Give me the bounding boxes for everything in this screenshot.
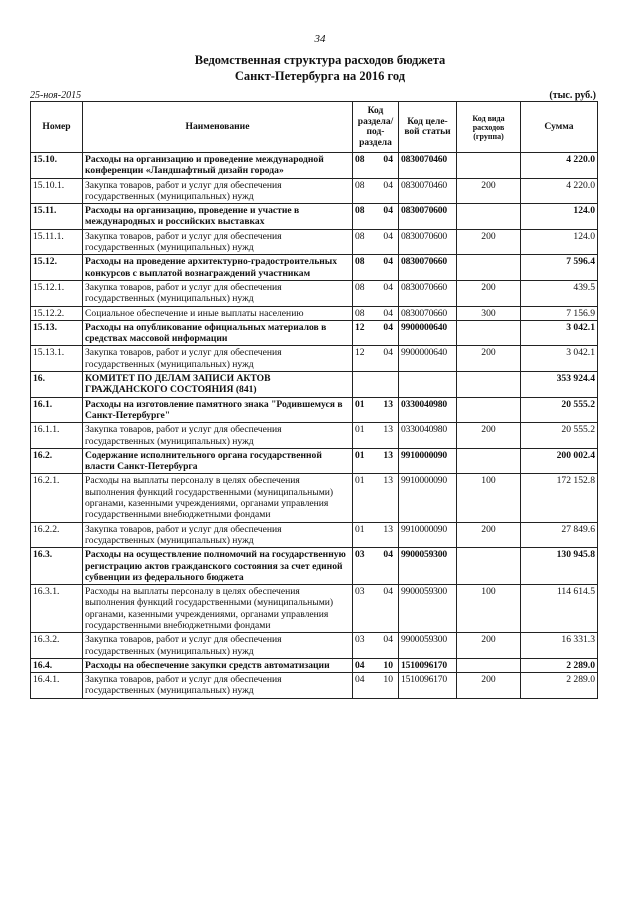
subsection-code: 04	[383, 230, 393, 242]
row-expense-kind: 300	[457, 306, 521, 320]
row-sum: 20 555.2	[521, 423, 598, 449]
row-target-code: 9910000090	[399, 474, 457, 522]
row-name: Закупка товаров, работ и услуг для обеспечения государственных (муниципальных) нужд	[83, 522, 353, 548]
row-target-code: 1510096170	[399, 658, 457, 672]
row-target-code: 9910000090	[399, 522, 457, 548]
row-expense-kind	[457, 548, 521, 585]
row-expense-kind: 200	[457, 178, 521, 204]
subsection-code: 04	[383, 179, 393, 191]
table-row	[31, 178, 598, 204]
row-section-code	[353, 320, 399, 346]
row-section-code	[353, 255, 399, 281]
row-name: Закупка товаров, работ и услуг для обеспечения государственных (муниципальных) нужд	[83, 633, 353, 659]
row-sum: 3 042.1	[521, 346, 598, 372]
row-name: Закупка товаров, работ и услуг для обеспечения государственных (муниципальных) нужд	[83, 178, 353, 204]
row-number: 15.10.1.	[31, 178, 83, 204]
header-name: Наименование	[83, 102, 353, 153]
row-expense-kind	[457, 397, 521, 423]
row-number: 16.4.	[31, 658, 83, 672]
subsection-code: 04	[383, 549, 393, 561]
row-section-code	[353, 306, 399, 320]
row-section-code	[353, 372, 399, 398]
row-name: Расходы на осуществление полномочий на государственную регистрацию актов гражданского состояния за счет единой субвенции из федерального бюджета	[83, 548, 353, 585]
row-target-code: 0830070600	[399, 229, 457, 255]
row-section-code	[353, 346, 399, 372]
table-row	[31, 280, 598, 306]
row-sum: 124.0	[521, 229, 598, 255]
section-code: 08	[355, 205, 365, 217]
table-row	[31, 585, 598, 633]
row-target-code: 9900059300	[399, 585, 457, 633]
table-row	[31, 673, 598, 699]
subsection-code: 13	[383, 398, 393, 410]
row-name: КОМИТЕТ ПО ДЕЛАМ ЗАПИСИ АКТОВ ГРАЖДАНСКОГО СОСТОЯНИЯ (841)	[83, 372, 353, 398]
row-section-code	[353, 280, 399, 306]
row-name: Содержание исполнительного органа государственной власти Санкт-Петербурга	[83, 448, 353, 474]
table-header-row	[31, 102, 598, 153]
subsection-code: 04	[383, 634, 393, 646]
section-code: 03	[355, 586, 365, 598]
row-sum: 20 555.2	[521, 397, 598, 423]
row-number: 16.1.	[31, 397, 83, 423]
subsection-code: 04	[383, 205, 393, 217]
table-row	[31, 229, 598, 255]
row-sum: 4 220.0	[521, 153, 598, 179]
row-sum: 7 156.9	[521, 306, 598, 320]
row-expense-kind: 200	[457, 633, 521, 659]
document-title	[0, 52, 640, 84]
section-code: 03	[355, 549, 365, 561]
row-section-code	[353, 548, 399, 585]
section-code: 12	[355, 347, 365, 359]
row-name: Расходы на изготовление памятного знака "Родившемуся в Санкт-Петербурге"	[83, 397, 353, 423]
table-body	[31, 153, 598, 699]
row-target-code: 9900000640	[399, 320, 457, 346]
row-sum: 439.5	[521, 280, 598, 306]
row-target-code: 1510096170	[399, 673, 457, 699]
section-code: 01	[355, 398, 365, 410]
row-expense-kind: 200	[457, 280, 521, 306]
row-section-code	[353, 448, 399, 474]
row-name: Социальное обеспечение и иные выплаты населению	[83, 306, 353, 320]
row-sum: 2 289.0	[521, 658, 598, 672]
row-sum: 353 924.4	[521, 372, 598, 398]
row-name: Расходы на опубликование официальных материалов в средствах массовой информации	[83, 320, 353, 346]
table-row	[31, 522, 598, 548]
row-number: 15.11.1.	[31, 229, 83, 255]
row-number: 15.11.	[31, 204, 83, 230]
row-expense-kind	[457, 255, 521, 281]
row-section-code	[353, 178, 399, 204]
row-number: 16.1.1.	[31, 423, 83, 449]
row-number: 16.2.	[31, 448, 83, 474]
row-target-code: 0830070660	[399, 255, 457, 281]
section-code: 08	[355, 256, 365, 268]
row-sum: 114 614.5	[521, 585, 598, 633]
subsection-code: 04	[383, 256, 393, 268]
row-name: Закупка товаров, работ и услуг для обеспечения государственных (муниципальных) нужд	[83, 673, 353, 699]
table-row	[31, 548, 598, 585]
row-target-code: 9900000640	[399, 346, 457, 372]
row-expense-kind: 200	[457, 673, 521, 699]
section-code: 01	[355, 475, 365, 487]
page-number: 34	[314, 33, 326, 45]
row-sum: 124.0	[521, 204, 598, 230]
row-name: Закупка товаров, работ и услуг для обеспечения государственных (муниципальных) нужд	[83, 280, 353, 306]
row-sum: 4 220.0	[521, 178, 598, 204]
section-code: 03	[355, 634, 365, 646]
row-target-code: 0330040980	[399, 397, 457, 423]
row-number: 16.3.	[31, 548, 83, 585]
table-row	[31, 423, 598, 449]
header-expense-kind-label: Код вида расходов (группа)	[472, 113, 505, 141]
row-target-code: 0330040980	[399, 423, 457, 449]
table-row	[31, 633, 598, 659]
subsection-code: 13	[383, 475, 393, 487]
section-code: 01	[355, 523, 365, 535]
row-name: Расходы на обеспечение закупки средств автоматизации	[83, 658, 353, 672]
subsection-code: 13	[383, 449, 393, 461]
row-name: Расходы на проведение архитектурно-градостроительных конкурсов с выплатой вознаграждений участникам	[83, 255, 353, 281]
section-code: 04	[355, 659, 365, 671]
subsection-code: 04	[383, 154, 393, 165]
row-target-code	[399, 372, 457, 398]
row-number: 16.4.1.	[31, 673, 83, 699]
row-section-code	[353, 229, 399, 255]
row-sum: 200 002.4	[521, 448, 598, 474]
row-number: 16.2.2.	[31, 522, 83, 548]
subsection-code: 04	[383, 281, 393, 293]
row-sum: 7 596.4	[521, 255, 598, 281]
table-row	[31, 372, 598, 398]
row-section-code	[353, 423, 399, 449]
row-number: 15.12.	[31, 255, 83, 281]
row-expense-kind: 100	[457, 474, 521, 522]
row-sum: 172 152.8	[521, 474, 598, 522]
header-section-code: Код раздела/ под-раздела	[353, 102, 399, 153]
table-row	[31, 320, 598, 346]
section-code: 08	[355, 179, 365, 191]
header-sum: Сумма	[521, 102, 598, 153]
row-name: Расходы на выплаты персоналу в целях обеспечения выполнения функций государственными (муниципальными) органами, казенными учреждениями, органами управления государственными внебюджетными фондами	[83, 474, 353, 522]
table-row	[31, 306, 598, 320]
table-row	[31, 153, 598, 179]
row-target-code: 0830070660	[399, 306, 457, 320]
table-row	[31, 397, 598, 423]
row-name: Закупка товаров, работ и услуг для обеспечения государственных (муниципальных) нужд	[83, 423, 353, 449]
document-date: 25-ноя-2015	[30, 90, 82, 101]
subsection-code: 04	[383, 307, 393, 319]
title-line-1: Ведомственная структура расходов бюджета	[194, 53, 446, 67]
section-code: 08	[355, 281, 365, 293]
table-row	[31, 448, 598, 474]
units-label: (тыс. руб.)	[549, 90, 596, 101]
row-target-code: 9910000090	[399, 448, 457, 474]
section-code: 08	[355, 307, 365, 319]
table-row	[31, 474, 598, 522]
header-expense-kind	[457, 102, 521, 153]
section-code: 01	[355, 424, 365, 436]
table-row	[31, 658, 598, 672]
row-expense-kind	[457, 372, 521, 398]
row-number: 16.3.2.	[31, 633, 83, 659]
row-name: Расходы на организацию, проведение и участие в международных и российских выставках	[83, 204, 353, 230]
section-code: 08	[355, 230, 365, 242]
header-number: Номер	[31, 102, 83, 153]
row-section-code	[353, 204, 399, 230]
row-number: 16.3.1.	[31, 585, 83, 633]
row-section-code	[353, 673, 399, 699]
row-expense-kind: 200	[457, 346, 521, 372]
table-row	[31, 346, 598, 372]
subsection-code: 13	[383, 523, 393, 535]
row-section-code	[353, 397, 399, 423]
subsection-code: 13	[383, 424, 393, 436]
row-number: 15.12.1.	[31, 280, 83, 306]
table-row	[31, 255, 598, 281]
row-name: Расходы на выплаты персоналу в целях обеспечения выполнения функций государственными (муниципальными) органами, казенными учреждениями, органами управления государственными внебюджетными фондами	[83, 585, 353, 633]
budget-table	[30, 101, 598, 699]
row-sum: 27 849.6	[521, 522, 598, 548]
row-expense-kind: 200	[457, 229, 521, 255]
row-expense-kind	[457, 658, 521, 672]
subsection-code: 04	[383, 586, 393, 598]
subsection-code: 04	[383, 347, 393, 359]
row-expense-kind: 200	[457, 522, 521, 548]
subsection-code: 10	[383, 659, 393, 671]
section-code: 08	[355, 154, 365, 165]
header-target-code: Код целе-вой статьи	[399, 102, 457, 153]
row-expense-kind: 200	[457, 423, 521, 449]
section-code: 01	[355, 449, 365, 461]
row-number: 15.13.1.	[31, 346, 83, 372]
row-section-code	[353, 474, 399, 522]
row-number: 16.	[31, 372, 83, 398]
row-sum: 3 042.1	[521, 320, 598, 346]
title-line-2: Санкт-Петербурга на 2016 год	[234, 69, 406, 83]
subsection-code: 04	[383, 321, 393, 333]
row-target-code: 0830070600	[399, 204, 457, 230]
row-target-code: 0830070460	[399, 178, 457, 204]
section-code: 12	[355, 321, 365, 333]
row-sum: 2 289.0	[521, 673, 598, 699]
row-name: Закупка товаров, работ и услуг для обеспечения государственных (муниципальных) нужд	[83, 229, 353, 255]
row-section-code	[353, 658, 399, 672]
row-section-code	[353, 153, 399, 179]
row-number: 16.2.1.	[31, 474, 83, 522]
row-name: Закупка товаров, работ и услуг для обеспечения государственных (муниципальных) нужд	[83, 346, 353, 372]
row-number: 15.12.2.	[31, 306, 83, 320]
subsection-code: 10	[383, 674, 393, 686]
section-code: 04	[355, 674, 365, 686]
row-number: 15.13.	[31, 320, 83, 346]
row-number: 15.10.	[31, 153, 83, 179]
row-section-code	[353, 633, 399, 659]
row-target-code: 9900059300	[399, 548, 457, 585]
row-expense-kind	[457, 153, 521, 179]
row-section-code	[353, 585, 399, 633]
row-expense-kind	[457, 204, 521, 230]
row-target-code: 0830070460	[399, 153, 457, 179]
row-section-code	[353, 522, 399, 548]
row-sum: 16 331.3	[521, 633, 598, 659]
row-name: Расходы на организацию и проведение международной конференции «Ландшафтный дизайн города»	[83, 153, 353, 179]
row-expense-kind: 100	[457, 585, 521, 633]
row-target-code: 9900059300	[399, 633, 457, 659]
row-expense-kind	[457, 448, 521, 474]
row-target-code: 0830070660	[399, 280, 457, 306]
row-expense-kind	[457, 320, 521, 346]
table-row	[31, 204, 598, 230]
row-sum: 130 945.8	[521, 548, 598, 585]
